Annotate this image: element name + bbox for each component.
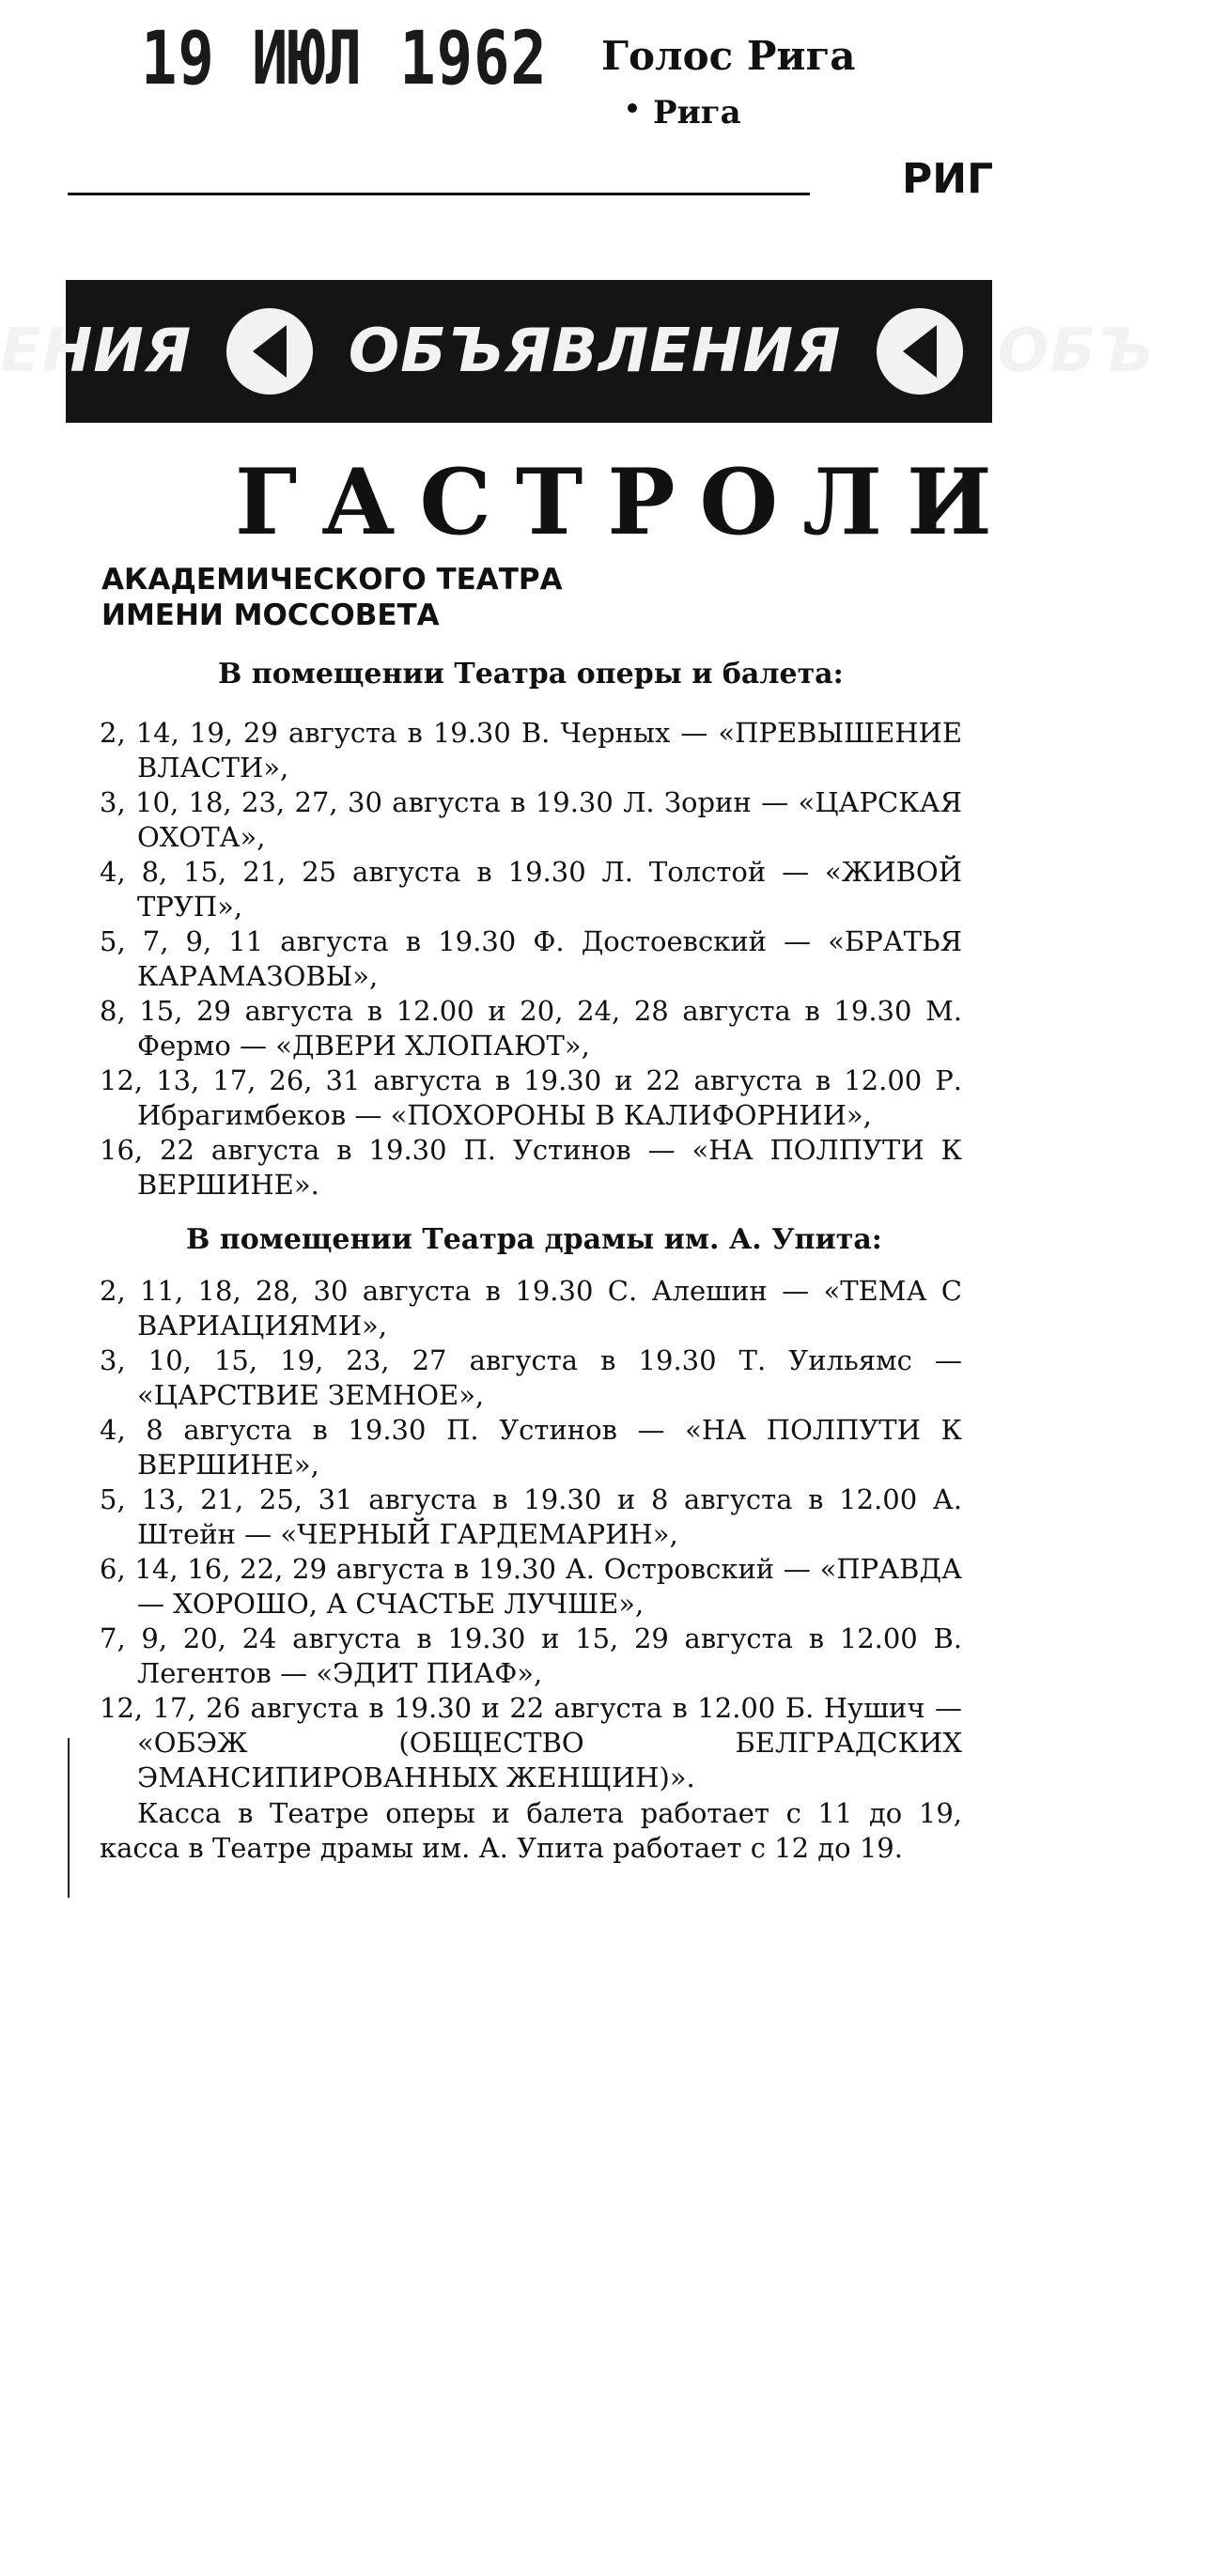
stamp-dot	[628, 103, 637, 113]
date-stamp: 19 ИЮЛ 1962	[141, 17, 548, 101]
announcements-banner	[0, 280, 1155, 423]
subtitle-line: ИМЕНИ МОССОВЕТА	[101, 598, 440, 632]
banner-text-center: ОБЪЯВЛЕНИЯ	[348, 317, 842, 386]
top-rule	[68, 193, 810, 195]
city-stamp: Рига	[653, 94, 741, 132]
schedule-entry: 4, 8 августа в 19.30 П. Устинов — «НА ПОЛПУТИ К ВЕРШИНЕ»,	[100, 1414, 962, 1481]
schedule-entry: 2, 11, 18, 28, 30 августа в 19.30 С. Алешин — «ТЕМА С ВАРИАЦИЯМИ»,	[100, 1275, 962, 1342]
banner-track	[0, 308, 1154, 395]
masthead-fragment: РИГ	[902, 155, 994, 203]
box-office-note: Касса в Театре оперы и балета работает с 11 до 19, касса в Театре драмы им. А. Упита работает с 12 до 19.	[100, 1797, 962, 1864]
section-heading-opera: В помещении Театра оперы и балета:	[218, 658, 844, 691]
article-title: ГАСТРОЛИ	[235, 449, 1017, 555]
schedule-entry: 3, 10, 15, 19, 23, 27 августа в 19.30 Т. Уильямс — «ЦАРСТВИЕ ЗЕМНОЕ»,	[100, 1344, 962, 1411]
schedule-entry: 12, 13, 17, 26, 31 августа в 19.30 и 22 августа в 12.00 Р. Ибрагимбеков — «ПОХОРОНЫ В КАЛИФОРНИИ»,	[100, 1064, 962, 1131]
schedule-entry: 8, 15, 29 августа в 12.00 и 20, 24, 28 августа в 19.30 М. Фермо — «ДВЕРИ ХЛОПАЮТ»,	[100, 995, 962, 1062]
schedule-entry: 16, 22 августа в 19.30 П. Устинов — «НА ПОЛПУТИ К ВЕРШИНЕ».	[100, 1134, 962, 1201]
schedule-entry: 6, 14, 16, 22, 29 августа в 19.30 А. Островский — «ПРАВДА — ХОРОШО, А СЧАСТЬЕ ЛУЧШЕ»,	[100, 1553, 962, 1620]
schedule-entry: 4, 8, 15, 21, 25 августа в 19.30 Л. Толстой — «ЖИВОЙ ТРУП»,	[100, 856, 962, 923]
emblem-icon	[226, 308, 313, 395]
banner-text-right: ОБЪ	[997, 317, 1155, 386]
schedule-entry: 7, 9, 20, 24 августа в 19.30 и 15, 29 августа в 12.00 В. Легентов — «ЭДИТ ПИАФ»,	[100, 1622, 962, 1689]
subtitle-line: АКАДЕМИЧЕСКОГО ТЕАТРА	[101, 563, 563, 597]
schedule-entry: 5, 7, 9, 11 августа в 19.30 Ф. Достоевский — «БРАТЬЯ КАРАМАЗОВЫ»,	[100, 925, 962, 992]
emblem-icon	[877, 308, 963, 395]
schedule-opera	[100, 716, 962, 1203]
article-subtitle	[101, 562, 947, 633]
schedule-entry: 2, 14, 19, 29 августа в 19.30 В. Черных — «ПРЕВЫШЕНИЕ ВЛАСТИ»,	[100, 717, 962, 784]
schedule-drama	[100, 1274, 962, 1795]
newspaper-name-stamp: Голос Рига	[601, 33, 856, 79]
schedule-entry: 3, 10, 18, 23, 27, 30 августа в 19.30 Л. Зорин — «ЦАРСКАЯ ОХОТА»,	[100, 786, 962, 853]
schedule-entry: 12, 17, 26 августа в 19.30 и 22 августа в 12.00 Б. Нушич — «ОБЭЖ (ОБЩЕСТВО БЕЛГРАДСКИХ ЭМАНСИПИРОВАННЫХ ЖЕНЩИН)».	[100, 1692, 962, 1793]
banner-text-left: ЕНИЯ	[0, 317, 193, 386]
section-heading-drama: В помещении Театра драмы им. А. Упита:	[186, 1223, 882, 1256]
schedule-entry: 5, 13, 21, 25, 31 августа в 19.30 и 8 августа в 12.00 А. Штейн — «ЧЕРНЫЙ ГАРДЕМАРИН»,	[100, 1483, 962, 1550]
margin-mark	[68, 1738, 70, 1898]
